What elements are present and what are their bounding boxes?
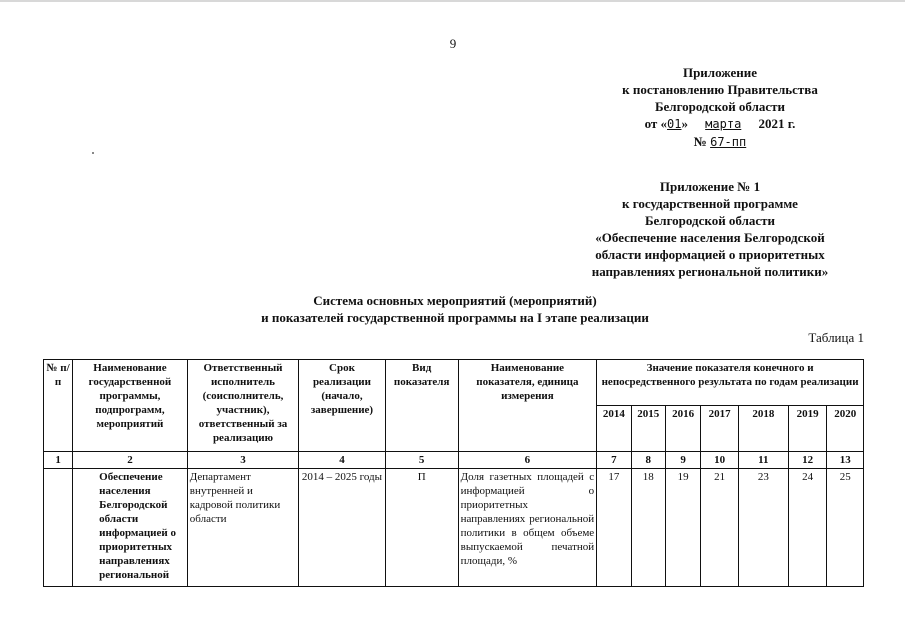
column-number: 6 (458, 452, 597, 469)
row-num (44, 469, 73, 587)
header-year: 2017 (701, 406, 739, 452)
indicators-table (43, 359, 864, 587)
appendix-number-line (600, 133, 840, 151)
column-number: 11 (738, 452, 788, 469)
row-value-2018: 23 (738, 469, 788, 587)
row-program: Обеспечение населения Белгородской области информацией о приоритетных направлениях региональной (73, 469, 188, 587)
row-value-2019: 24 (788, 469, 827, 587)
column-number: 1 (44, 452, 73, 469)
table-label: Таблица 1 (808, 330, 864, 345)
appendix-resolution-block (600, 64, 840, 151)
date-month: марта (705, 117, 742, 131)
header-indicator: Наименование показателя, единица измерения (458, 360, 597, 452)
column-number: 4 (299, 452, 385, 469)
header-term: Срок реализации (начало, завершение) (299, 360, 385, 452)
row-value-2016: 19 (665, 469, 700, 587)
column-number: 3 (187, 452, 298, 469)
header-year: 2015 (631, 406, 665, 452)
scan-edge (0, 0, 905, 2)
row-kind: П (385, 469, 458, 587)
document-title (200, 292, 710, 326)
title-line-2: и показателей государственной программы на I этапе реализации (261, 310, 649, 325)
column-number: 12 (788, 452, 827, 469)
date-prefix: от « (644, 116, 668, 131)
appendix-1-line-5: области информацией о приоритетных (595, 247, 825, 262)
appendix-1-line-4: «Обеспечение населения Белгородской (595, 230, 825, 245)
header-year: 2020 (827, 406, 864, 452)
header-kind: Вид показателя (385, 360, 458, 452)
header-year: 2019 (788, 406, 827, 452)
column-number: 9 (665, 452, 700, 469)
row-value-2020: 25 (827, 469, 864, 587)
scan-speck (92, 152, 94, 154)
appendix-line-2: к постановлению Правительства (622, 82, 818, 97)
row-value-2017: 21 (701, 469, 739, 587)
resolution-number: 67-пп (710, 135, 747, 149)
appendix-line-1: Приложение (682, 65, 758, 80)
column-number: 5 (385, 452, 458, 469)
row-value-2015: 18 (631, 469, 665, 587)
header-program: Наименование государственной программы, подпрограмм, мероприятий (73, 360, 188, 452)
row-indicator: Доля газетных площадей с информацией о приоритетных направлениях региональной политики в общем объеме выпускаемой печатной площади, % (458, 469, 597, 587)
appendix-1-line-1: Приложение № 1 (659, 179, 761, 194)
header-year: 2018 (738, 406, 788, 452)
appendix-1-line-6: направлениях региональной политики» (591, 264, 829, 279)
header-values-group: Значение показателя конечного и непосредственного результата по годам реализации (597, 360, 864, 406)
row-executor: Департамент внутренней и кадровой политики области (187, 469, 298, 587)
column-number: 7 (597, 452, 631, 469)
number-prefix: № (693, 134, 707, 149)
title-line-1: Система основных мероприятий (мероприятий) (313, 293, 597, 308)
column-number: 13 (827, 452, 864, 469)
date-day: 01 (667, 117, 682, 131)
header-year: 2014 (597, 406, 631, 452)
appendix-date-line (600, 115, 840, 133)
row-term: 2014 – 2025 годы (299, 469, 385, 587)
column-number: 2 (73, 452, 188, 469)
header-num: № п/п (44, 360, 73, 452)
appendix-1-block (570, 178, 850, 280)
appendix-1-line-2: к государственной программе (622, 196, 798, 211)
column-number: 8 (631, 452, 665, 469)
date-mid: » (681, 116, 688, 131)
appendix-1-line-3: Белгородской области (644, 213, 776, 228)
row-value-2014: 17 (597, 469, 631, 587)
column-number: 10 (701, 452, 739, 469)
date-year: 2021 г. (758, 116, 796, 131)
page-number: 9 (449, 36, 457, 51)
appendix-line-3: Белгородской области (654, 99, 786, 114)
table-row (44, 469, 864, 587)
header-executor: Ответственный исполнитель (соисполнитель, участник), ответственный за реализацию (187, 360, 298, 452)
header-year: 2016 (665, 406, 700, 452)
